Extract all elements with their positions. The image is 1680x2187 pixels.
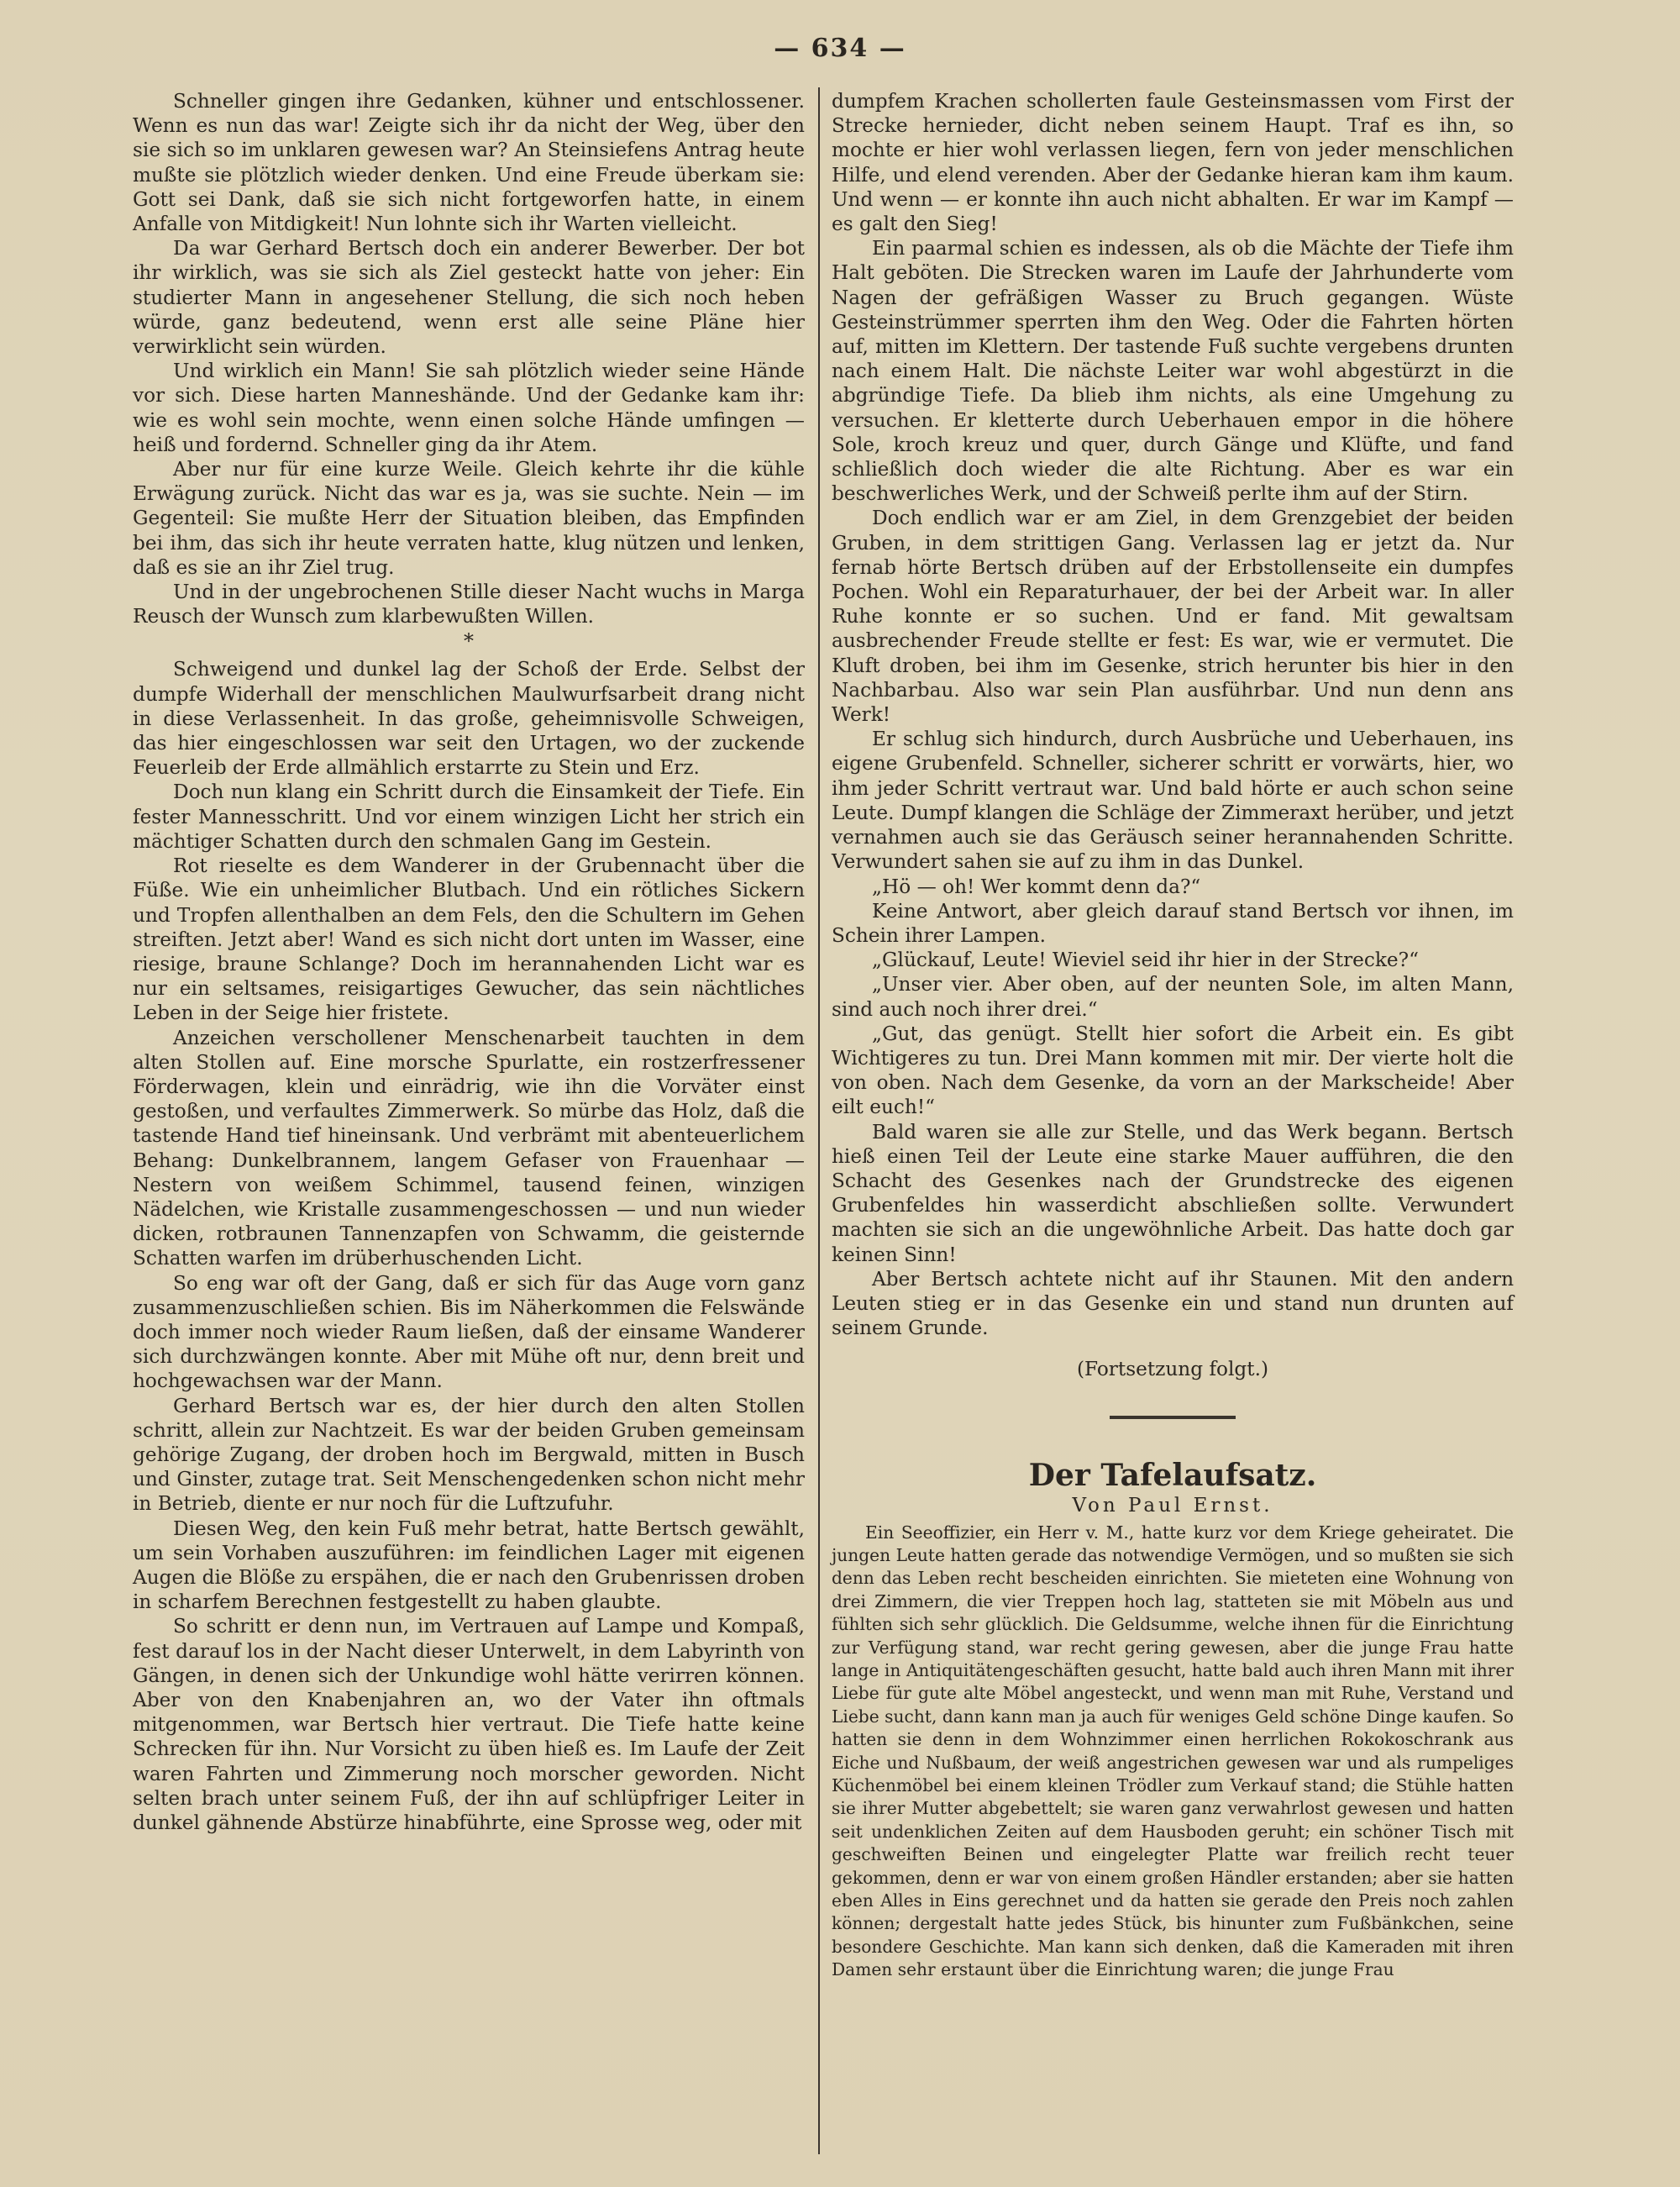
right-column bbox=[832, 89, 1514, 1982]
story-title: Der Tafelaufsatz. bbox=[1028, 1457, 1317, 1493]
paragraph: Er schlug sich hindurch, durch Ausbrüche und Ueberhauen, ins eigene Grubenfeld. Schneller, sicherer schritt er vorwärts, hier, wo ihm jeder Schritt vertraut war. Und bald hörte er auch schon seine Leute. Dumpf klangen die Schläge der Zimmeraxt herüber, und jetzt vernahmen auch sie das Geräusch seiner herannahenden Schritte. Verwundert sahen sie auf zu ihm in das Dunkel. bbox=[832, 728, 1514, 874]
page-number: — 634 — bbox=[774, 34, 906, 63]
paragraph: Keine Antwort, aber gleich darauf stand Bertsch vor ihnen, im Schein ihrer Lampen. bbox=[832, 899, 1514, 947]
paragraph: Und in der ungebrochenen Stille dieser Nacht wuchs in Marga Reusch der Wunsch zum klarbewußten Willen. bbox=[133, 581, 805, 628]
paragraph: „Unser vier. Aber oben, auf der neunten Sole, im alten Mann, sind auch noch ihrer drei.“ bbox=[832, 973, 1514, 1021]
paragraph: Bald waren sie alle zur Stelle, und das Werk begann. Bertsch hieß einen Teil der Leute eine starke Mauer aufführen, die den Schacht des Gesenkes nach der Grundstrecke des eigenen Grubenfeldes hin wasserdicht abschließen sollte. Verwundert machten sie sich an die ungewöhnliche Arbeit. Das hatte doch gar keinen Sinn! bbox=[832, 1120, 1514, 1266]
paragraph: So eng war oft der Gang, daß er sich für das Auge vorn ganz zusammenzuschließen schien. Bis im Näherkommen die Felswände doch immer noch wieder Raum ließen, daß der einsame Wanderer sich durchzwängen konnte. Aber mit Mühe oft nur, denn breit und hochgewachsen war der Mann. bbox=[133, 1271, 805, 1393]
paragraph: Schweigend und dunkel lag der Schoß der Erde. Selbst der dumpfe Widerhall der menschlichen Maulwurfsarbeit drang nicht in diese Verlassenheit. In das große, geheimnisvolle Schweigen, das hier eingeschlossen war seit den Urtagen, wo der zuckende Feuerleib der Erde allmählich erstarrte zu Stein und Erz. bbox=[133, 658, 805, 780]
paragraph: Ein Seeoffizier, ein Herr v. M., hatte kurz vor dem Kriege geheiratet. Die jungen Leute hatten gerade das notwendige Vermögen, und so mußten sie sich denn das Leben recht bescheiden einrichten. Sie mieteten eine Wohnung von drei Zimmern, die vier Treppen hoch lag, statteten sie mit Möbeln aus und fühlten sich sehr glücklich. Die Geldsumme, welche ihnen für die Einrichtung zur Verfügung stand, war recht gering gewesen, aber die junge Frau hatte lange in Antiquitätengeschäften gesucht, hatte bald auch ihren Mann mit ihrer Liebe für gute alte Möbel angesteckt, und wenn man mit Ruhe, Verstand und Liebe sucht, dann kann man ja auch für weniges Geld schöne Dinge kaufen. So hatten sie denn in dem Wohnzimmer einen herrlichen Rokokoschrank aus Eiche und Nußbaum, der weiß angestrichen gewesen war und als rumpeliges Küchenmöbel bei einem kleinen Trödler zum Verkauf stand; die Stühle hatten sie ihrer Mutter abgebettelt; sie waren ganz verwahrlost gewesen und hatten seit undenklichen Zeiten auf dem Hausboden geruht; ein schöner Tisch mit geschweiften Beinen und eingelegter Platte war freilich recht teuer gekommen, denn er war von einem großen Händler erstanden; aber sie hatten eben Alles in Eins gerechnet und da hatten sie gerade den Preis noch zahlen können; dergestalt hatte jedes Stück, bis hinunter zum Fußbänkchen, seine besondere Geschichte. Man kann sich denken, daß die Kameraden mit ihren Damen sehr erstaunt über die Einrichtung waren; die junge Frau bbox=[832, 1522, 1514, 1980]
paragraph: Gerhard Bertsch war es, der hier durch den alten Stollen schritt, allein zur Nachtzeit. Es war der beiden Gruben gemeinsam gehörige Zugang, der droben hoch im Bergwald, mitten in Busch und Ginster, zutage trat. Seit Menschengedenken schon nicht mehr in Betrieb, diente er nur noch für die Luftzufuhr. bbox=[133, 1394, 805, 1516]
paragraph: Schneller gingen ihre Gedanken, kühner und entschlossener. Wenn es nun das war! Zeigte sich ihr da nicht der Weg, über den sie sich so im unklaren gewesen war? An Steinsiefens Antrag heute mußte sie plötzlich wieder denken. Und eine Freude überkam sie: Gott sei Dank, daß sie sich nicht fortgeworfen hatte, in einem Anfalle von Mitdigkeit! Nun lohnte sich ihr Warten vielleicht. bbox=[133, 90, 805, 236]
paragraph: Anzeichen verschollener Menschenarbeit tauchten in dem alten Stollen auf. Eine morsche Spurlatte, ein rostzerfressener Förderwagen, klein und einrädrig, wie ihn die Vorväter einst gestoßen, und verfaultes Zimmerwerk. So mürbe das Holz, daß die tastende Hand tief hineinsank. Und verbrämt mit abenteuerlichem Behang: Dunkelbrannem, langem Gefaser von Frauenhaar — Nestern von weißem Schimmel, tausend feinen, winzigen Nädelchen, wie Kristalle zusammengeschossen — und nun wieder dicken, rotbraunen Tannenzapfen von Schwamm, die geisternde Schatten warfen im drüberhuschenden Licht. bbox=[133, 1026, 805, 1270]
paragraph: Da war Gerhard Bertsch doch ein anderer Bewerber. Der bot ihr wirklich, was sie sich als Ziel gesteckt hatte von jeher: Ein studierter Mann in angesehener Stellung, die sich noch heben würde, ganz bedeutend, wenn erst alle seine Pläne hier verwirklicht sein würden. bbox=[133, 237, 805, 359]
paragraph: Doch endlich war er am Ziel, in dem Grenzgebiet der beiden Gruben, in dem strittigen Gang. Verlassen lag er jetzt da. Nur fernab hörte Bertsch drüben auf der Erbstollenseite ein dumpfes Pochen. Wohl ein Reparaturhauer, der bei der Arbeit war. In aller Ruhe konnte er so suchen. Und er fand. Mit gewaltsam ausbrechender Freude stellte er fest: Es war, wie er vermutet. Die Kluft droben, bei ihm im Gesenke, strich herunter bis hier in den Nachbarbau. Also war sein Plan ausführbar. Und nun denn ans Werk! bbox=[832, 507, 1514, 727]
story-body bbox=[832, 1522, 1514, 1982]
paragraph: Aber Bertsch achtete nicht auf ihr Staunen. Mit den andern Leuten stieg er in das Gesenke ein und stand nun drunten auf seinem Grunde. bbox=[832, 1267, 1514, 1340]
paragraph: dumpfem Krachen schollerten faule Gesteinsmassen vom First der Strecke hernieder, dicht neben seinem Haupt. Traf es ihn, so mochte er hier wohl verlassen liegen, fern von jeder menschlichen Hilfe, und elend verenden. Aber der Gedanke hieran kam ihm kaum. Und wenn — er konnte ihn auch nicht abhalten. Er war im Kampf — es galt den Sieg! bbox=[832, 90, 1514, 236]
left-column bbox=[133, 89, 805, 1835]
paragraph: So schritt er denn nun, im Vertrauen auf Lampe und Kompaß, fest darauf los in der Nacht dieser Unterwelt, in dem Labyrinth von Gängen, in denen sich der Unkundige wohl hätte verirren können. Aber von den Knabenjahren an, wo der Vater ihn oftmals mitgenommen, war Bertsch hier vertraut. Die Tiefe hatte keine Schrecken für ihn. Nur Vorsicht zu üben hieß es. Im Laufe der Zeit waren Fahrten und Zimmerung noch morscher geworden. Nicht selten brach unter seinem Fuß, der ihn auf schlüpfriger Leiter in dunkel gähnende Abstürze hinabführte, eine Sprosse weg, oder mit bbox=[133, 1615, 805, 1835]
column-divider bbox=[818, 87, 820, 2154]
paragraph: „Glückauf, Leute! Wieviel seid ihr hier in der Strecke?“ bbox=[872, 949, 1419, 972]
paragraph: „Hö — oh! Wer kommt denn da?“ bbox=[872, 875, 1201, 898]
paragraph: „Gut, das genügt. Stellt hier sofort die Arbeit ein. Es gibt Wichtigeres zu tun. Drei Mann kommen mit mir. Der vierte holt die von oben. Nach dem Gesenke, da vorn an der Markscheide! Aber eilt euch!“ bbox=[832, 1022, 1514, 1119]
continuation-note: (Fortsetzung folgt.) bbox=[1076, 1358, 1268, 1381]
paragraph: Ein paarmal schien es indessen, als ob die Mächte der Tiefe ihm Halt geböten. Die Strecken waren im Laufe der Jahrhunderte vom Nagen der gefräßigen Wasser zu Bruch gegangen. Wüste Gesteinstrümmer sperrten ihm den Weg. Oder die Fahrten hörten auf, mitten im Klettern. Der tastende Fuß suchte vergebens drunten nach einem Halt. Die nächste Leiter war wohl abgestürzt in die abgründige Tiefe. Da blieb ihm nichts, als eine Umgehung zu versuchen. Er kletterte durch Ueberhauen empor in die höhere Sole, kroch kreuz und quer, durch Gänge und Klüfte, und fand schließlich doch wieder die alte Richtung. Aber es war ein beschwerliches Werk, und der Schweiß perlte ihm auf der Stirn. bbox=[832, 237, 1514, 506]
section-separator: * bbox=[464, 629, 474, 654]
paragraph: Diesen Weg, den kein Fuß mehr betrat, hatte Bertsch gewählt, um sein Vorhaben auszuführen: im feindlichen Lager mit eigenen Augen die Blöße zu erspähen, die er nach den Grubenrissen droben in scharfem Berechnen festgestellt zu haben glaubte. bbox=[133, 1517, 805, 1614]
story-byline: Von Paul Ernst. bbox=[1072, 1494, 1273, 1517]
paragraph: Und wirklich ein Mann! Sie sah plötzlich wieder seine Hände vor sich. Diese harten Manneshände. Und der Gedanke kam ihr: wie es wohl sein mochte, wenn einen solche Hände umfingen — heiß und fordernd. Schneller ging da ihr Atem. bbox=[133, 360, 805, 456]
paragraph: Aber nur für eine kurze Weile. Gleich kehrte ihr die kühle Erwägung zurück. Nicht das war es ja, was sie suchte. Nein — im Gegenteil: Sie mußte Herr der Situation bleiben, das Empfinden bei ihm, das sich ihr heute verraten hatte, klug nützen und lenken, daß es sie an ihr Ziel trug. bbox=[133, 458, 805, 579]
paragraph: Rot rieselte es dem Wanderer in der Grubennacht über die Füße. Wie ein unheimlicher Blutbach. Und ein rötliches Sickern und Tropfen allenthalben an dem Fels, den die Schultern im Gehen streiften. Jetzt aber! Wand es sich nicht dort unten im Wasser, eine riesige, braune Schlange? Doch im herannahenden Licht war es nur ein seltsames, reisigartiges Gewucher, das sein nächtliches Leben in der Seige hier fristete. bbox=[133, 854, 805, 1025]
paragraph: Doch nun klang ein Schritt durch die Einsamkeit der Tiefe. Ein fester Mannesschritt. Und vor einem winzigen Licht her strich ein mächtiger Schatten durch den schmalen Gang im Gestein. bbox=[133, 781, 805, 853]
section-rule bbox=[1110, 1416, 1236, 1419]
